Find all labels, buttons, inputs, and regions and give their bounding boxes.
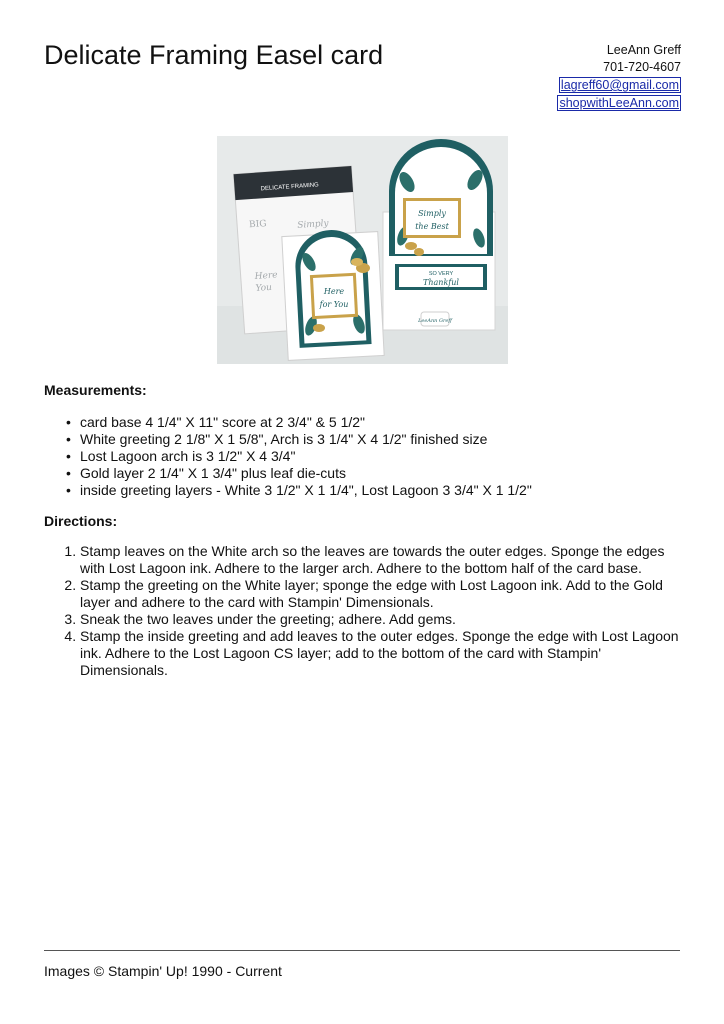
directions-heading: Directions: [44, 513, 118, 529]
easel-card-right [383, 139, 495, 330]
contact-name: LeeAnn Greff [606, 43, 681, 57]
list-item: • White greeting 2 1/8" X 1 5/8", Arch is 3 1/4" X 4 1/2" finished size [66, 431, 686, 448]
svg-text:Simply: Simply [296, 218, 329, 231]
arch-card-left [282, 228, 384, 360]
stamp-set-label: DELICATE FRAMING [260, 182, 319, 193]
list-item: 4. Stamp the inside greeting and add leaves to the outer edges. Sponge the edge with Lost Lagoon ink. Adhere to the Lost Lagoon CS layer; add to the bottom of the card with Stampin' Dimensionals. [80, 628, 680, 679]
website-link[interactable]: shopwithLeeAnn.com [559, 96, 679, 110]
list-item: 2. Stamp the greeting on the White layer; sponge the edge with Lost Lagoon ink. Add to the Gold layer and adhere to the card with Stampin' Dimensionals. [80, 577, 680, 611]
list-item: • Lost Lagoon arch is 3 1/2" X 4 3/4" [66, 448, 686, 465]
svg-text:You: You [255, 282, 273, 294]
measurements-heading: Measurements: [44, 382, 147, 398]
card-photo [217, 136, 508, 364]
svg-text:LeeAnn Greff: LeeAnn Greff [418, 318, 452, 324]
greeting-small: SO VERY [428, 271, 454, 277]
svg-text:Simply: Simply [418, 209, 446, 218]
svg-text:the Best: the Best [415, 222, 449, 231]
list-item: • Gold layer 2 1/4" X 1 3/4" plus leaf die-cuts [66, 465, 686, 482]
email-link[interactable]: lagreff60@gmail.com [560, 78, 679, 92]
svg-text:BIG: BIG [248, 219, 267, 231]
contact-phone: 701-720-4607 [603, 60, 681, 74]
list-item: 1. Stamp leaves on the White arch so the leaves are towards the outer edges. Sponge the edges with Lost Lagoon ink. Adhere to the larger arch. Adhere to the bottom half of the card base. [80, 543, 680, 577]
footer-copyright: Images © Stampin' Up! 1990 - Current [44, 963, 282, 979]
footer-divider [44, 950, 680, 951]
card-photo-illustration [217, 136, 508, 364]
list-item: • card base 4 1/4" X 11" score at 2 3/4" & 5 1/2" [66, 414, 686, 431]
svg-text:for You: for You [319, 300, 349, 309]
directions-list [44, 543, 680, 679]
greeting-big: Thankful [423, 278, 459, 287]
page-title: Delicate Framing Easel card [44, 40, 384, 70]
list-item: 3. Sneak the two leaves under the greeting; adhere. Add gems. [80, 611, 680, 628]
list-item: • inside greeting layers - White 3 1/2" X 1 1/4", Lost Lagoon 3 3/4" X 1 1/2" [66, 482, 686, 499]
signature-tag [417, 312, 453, 326]
measurements-list [44, 414, 686, 499]
contact-block [557, 42, 681, 112]
svg-text:Here: Here [323, 287, 345, 296]
svg-text:Here: Here [254, 270, 278, 282]
